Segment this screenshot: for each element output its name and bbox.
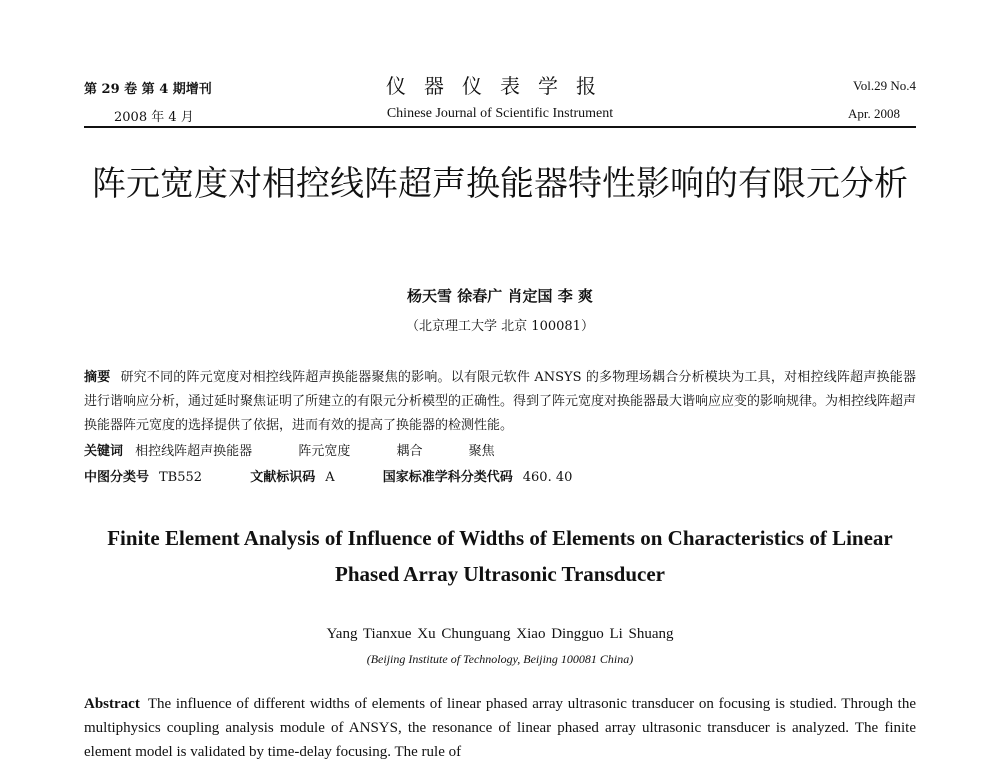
header-rule	[84, 126, 916, 128]
abstract-en	[84, 692, 916, 764]
keywords-cn-label: 关键词	[84, 444, 124, 459]
publication-date-en: Apr. 2008	[848, 106, 900, 121]
journal-header	[84, 66, 916, 128]
doc-code-label: 文献标识码	[250, 470, 316, 485]
std-code-label: 国家标准学科分类代码	[382, 470, 513, 485]
paper-title-en: Finite Element Analysis of Influence of Widths of Elements on Characteristics of Linear Phased Array Ultrasonic Transducer	[107, 526, 893, 586]
abstract-en-text: The influence of different widths of elements of linear phased array ultrasonic transducer on focusing is studied. Through the multiphysics coupling analysis module of ANSYS, the resonance of linear phased array ultrasonic transducer is analyzed. The finite element model is validated by time-delay focusing. The rule of	[84, 696, 916, 760]
keywords-cn	[84, 440, 916, 459]
abstract-en-label: Abstract	[84, 696, 140, 712]
authors-en: Yang Tianxue Xu Chunguang Xiao Dingguo Li Shuang	[326, 626, 674, 642]
abstract-cn-text: 研究不同的阵元宽度对相控线阵超声换能器聚焦的影响。以有限元软件 ANSYS 的多物理场耦合分析模块为工具，对相控线阵超声换能器进行谐响应分析，通过延时聚焦证明了所建立的有限元分析模型的正确性。得到了阵元宽度对换能器最大谐响应应变的影响规律。为相控线阵超声换能器阵元宽度的选择提供了依据，进而有效的提高了换能器的检测性能。	[84, 370, 917, 433]
keyword: 耦合	[396, 444, 423, 459]
std-code-value: 460. 40	[522, 470, 573, 485]
affiliation-en: (Beijing Institute of Technology, Beijing 100081 China)	[366, 652, 634, 666]
affiliation-cn: （北京理工大学 北京 100081）	[406, 319, 594, 334]
keyword: 阵元宽度	[298, 444, 351, 459]
clc-label: 中图分类号	[84, 470, 150, 485]
volume-issue-en: Vol.29 No.4	[853, 78, 916, 93]
journal-name-en: Chinese Journal of Scientific Instrument	[386, 106, 614, 121]
keyword: 相控线阵超声换能器	[135, 444, 253, 459]
keyword: 聚焦	[468, 444, 495, 459]
journal-name-cn: 仪器仪表学报	[386, 74, 614, 98]
clc-value: TB552	[159, 470, 203, 485]
abstract-cn-label: 摘要	[84, 370, 111, 385]
volume-issue: 第 29 卷 第 4 期增刊	[84, 82, 212, 97]
classification-codes	[84, 466, 916, 485]
paper-title-cn: 阵元宽度对相控线阵超声换能器特性影响的有限元分析	[92, 164, 908, 204]
abstract-cn	[84, 366, 916, 438]
authors-cn: 杨天雪 徐春广 肖定国 李 爽	[407, 287, 593, 305]
doc-code-value: A	[325, 470, 335, 485]
publication-date-cn: 2008 年 4 月	[114, 110, 194, 125]
